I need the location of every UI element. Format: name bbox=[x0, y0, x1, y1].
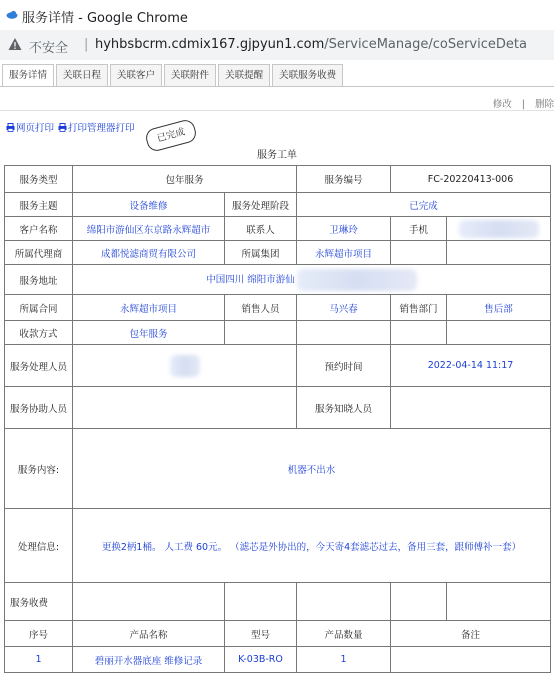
payment-label: 收款方式 bbox=[5, 321, 73, 345]
tab-service-detail[interactable]: 服务详情 bbox=[2, 64, 54, 87]
detail-tabs bbox=[2, 64, 345, 86]
url-path: /ServiceManage/coServiceDeta bbox=[324, 37, 527, 52]
product-col-qty: 产品数量 bbox=[297, 621, 391, 647]
table-row bbox=[5, 193, 551, 217]
stage-label: 服务处理阶段 bbox=[225, 193, 297, 217]
group-value[interactable]: 永辉超市项目 bbox=[297, 241, 391, 265]
tab-related-reminder[interactable]: 关联提醒 bbox=[218, 64, 270, 86]
print-manager-link[interactable]: 打印管理器打印 bbox=[68, 123, 135, 134]
tab-related-service-fee[interactable]: 关联服务收费 bbox=[272, 64, 343, 86]
product-col-remark: 备注 bbox=[391, 621, 551, 647]
service-subject-label: 服务主题 bbox=[5, 193, 73, 217]
customer-label: 客户名称 bbox=[5, 217, 73, 241]
processing-value: 更换2柄1桶。 人工费 60元。 （滤芯是外协出的，今天寄4套滤芯过去，备用三套，跟师傅补一套） bbox=[73, 509, 551, 583]
content-label: 服务内容: bbox=[5, 429, 73, 509]
notified-label: 服务知晓人员 bbox=[297, 387, 391, 429]
contract-label: 所属合同 bbox=[5, 295, 73, 321]
url-separator: | bbox=[84, 37, 89, 52]
service-type-label: 服务类型 bbox=[5, 166, 73, 193]
web-print-link[interactable]: 网页打印 bbox=[16, 123, 55, 134]
table-row bbox=[5, 241, 551, 265]
address-value bbox=[73, 265, 551, 295]
group-label: 所属集团 bbox=[225, 241, 297, 265]
fee-label: 服务收费 bbox=[5, 583, 73, 621]
product-col-name: 产品名称 bbox=[73, 621, 225, 647]
service-no-label: 服务编号 bbox=[297, 166, 391, 193]
print-links bbox=[6, 120, 135, 134]
edit-link[interactable]: 修改 bbox=[492, 99, 512, 110]
table-row bbox=[5, 321, 551, 345]
product-col-index: 序号 bbox=[5, 621, 73, 647]
printer-manager-icon bbox=[58, 123, 67, 132]
table-row bbox=[5, 265, 551, 295]
agent-value[interactable]: 成都悦滤商贸有限公司 bbox=[73, 241, 225, 265]
window-titlebar bbox=[0, 0, 554, 30]
empty-cell bbox=[391, 321, 447, 345]
contract-value[interactable]: 永辉超市项目 bbox=[73, 295, 225, 321]
contact-value[interactable]: 卫琳玲 bbox=[297, 217, 391, 241]
security-label[interactable]: 不安全 bbox=[29, 41, 69, 56]
empty-cell bbox=[73, 583, 225, 621]
empty-cell bbox=[447, 321, 551, 345]
stage-value: 已完成 bbox=[297, 193, 551, 217]
payment-value: 包年服务 bbox=[73, 321, 225, 345]
address-bar[interactable] bbox=[0, 30, 554, 60]
table-row bbox=[5, 387, 551, 429]
url-text[interactable] bbox=[95, 37, 527, 52]
appointment-label: 预约时间 bbox=[297, 345, 391, 387]
service-type-value: 包年服务 bbox=[73, 166, 297, 193]
warning-icon[interactable] bbox=[8, 37, 22, 51]
customer-value[interactable]: 绵阳市游仙区东京路永辉超市 bbox=[73, 217, 225, 241]
service-no-value: FC-20220413-006 bbox=[391, 166, 551, 193]
empty-cell bbox=[297, 321, 391, 345]
table-row bbox=[5, 509, 551, 583]
header-divider bbox=[0, 110, 554, 111]
product-remark bbox=[391, 647, 551, 673]
sales-dept-label: 销售部门 bbox=[391, 295, 447, 321]
tab-related-schedule[interactable]: 关联日程 bbox=[56, 64, 108, 86]
service-subject-value: 设备维修 bbox=[73, 193, 225, 217]
content-value: 机器不出水 bbox=[73, 429, 551, 509]
work-order-title: 服务工单 bbox=[257, 150, 297, 161]
app-cloud-icon bbox=[6, 10, 18, 19]
empty-cell bbox=[297, 583, 391, 621]
product-qty: 1 bbox=[297, 647, 391, 673]
printer-icon bbox=[6, 123, 15, 132]
window-title: 服务详情 - Google Chrome bbox=[22, 11, 188, 26]
tab-related-customer[interactable]: 关联客户 bbox=[110, 64, 162, 86]
handler-value-redacted bbox=[73, 345, 297, 387]
delete-link[interactable]: 删除 bbox=[534, 99, 554, 110]
agent-label: 所属代理商 bbox=[5, 241, 73, 265]
empty-cell bbox=[225, 321, 297, 345]
table-row bbox=[5, 295, 551, 321]
appointment-value: 2022-04-14 11:17 bbox=[391, 345, 551, 387]
product-header-row bbox=[5, 621, 551, 647]
work-order-table bbox=[4, 165, 551, 673]
table-row bbox=[5, 429, 551, 509]
mobile-value-redacted bbox=[447, 217, 551, 241]
product-name-link[interactable]: 碧丽开水器底座 维修记录 bbox=[73, 647, 225, 673]
empty-cell bbox=[447, 241, 551, 265]
empty-cell bbox=[391, 241, 447, 265]
empty-cell bbox=[225, 583, 297, 621]
address-text: 中国四川 绵阳市游仙 bbox=[206, 274, 295, 285]
notified-value bbox=[391, 387, 551, 429]
empty-cell bbox=[391, 583, 447, 621]
handler-label: 服务处理人员 bbox=[5, 345, 73, 387]
record-actions bbox=[486, 96, 554, 110]
action-separator: | bbox=[521, 99, 525, 110]
tab-underline bbox=[0, 86, 554, 87]
processing-label: 处理信息: bbox=[5, 509, 73, 583]
product-index: 1 bbox=[5, 647, 73, 673]
empty-cell bbox=[447, 583, 551, 621]
completed-stamp: 已完成 bbox=[144, 118, 198, 153]
table-row bbox=[5, 166, 551, 193]
assistant-label: 服务协助人员 bbox=[5, 387, 73, 429]
table-row bbox=[5, 583, 551, 621]
product-model: K-03B-RO bbox=[225, 647, 297, 673]
tab-related-attachment[interactable]: 关联附件 bbox=[164, 64, 216, 86]
url-host: hyhbsbcrm.cdmix167.gjpyun1.com bbox=[95, 37, 325, 52]
table-row bbox=[5, 345, 551, 387]
sales-dept-value: 售后部 bbox=[447, 295, 551, 321]
salesperson-value: 马兴春 bbox=[297, 295, 391, 321]
assistant-value bbox=[73, 387, 297, 429]
address-label: 服务地址 bbox=[5, 265, 73, 295]
product-row bbox=[5, 647, 551, 673]
product-col-model: 型号 bbox=[225, 621, 297, 647]
contact-label: 联系人 bbox=[225, 217, 297, 241]
salesperson-label: 销售人员 bbox=[225, 295, 297, 321]
mobile-label: 手机 bbox=[391, 217, 447, 241]
table-row bbox=[5, 217, 551, 241]
